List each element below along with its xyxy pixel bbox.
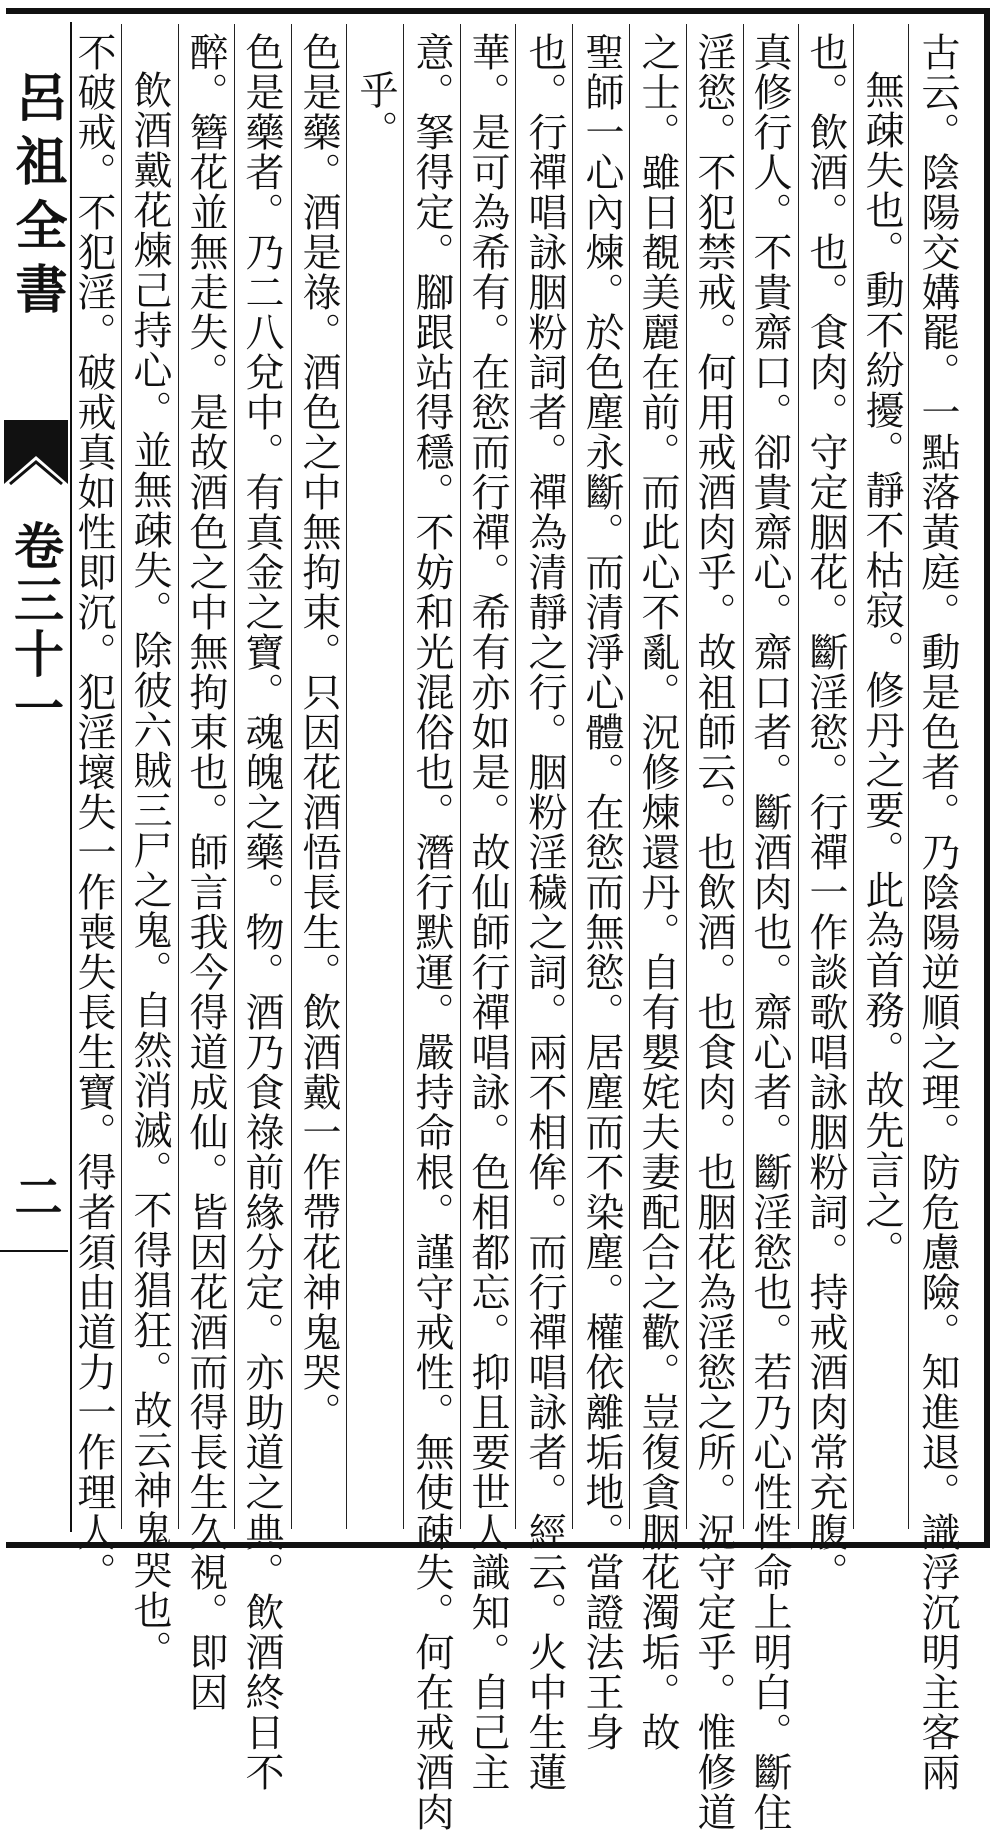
text-column: 淫慾。不犯禁戒。何用戒酒肉乎。故祖師云。也飲酒。也食肉。也胭花為淫慾之所。況守定乎。惟修道 — [691, 32, 736, 1832]
column-rule — [572, 24, 573, 1529]
text-column: 聖師一心內煉。於色塵永斷。而清淨心體。在慾而無慾。居塵而不染塵。權依離垢地。當證法王身 — [579, 32, 624, 1752]
column-rule — [346, 24, 347, 1529]
text-column: 之士。雖日覩美麗在前。而此心不亂。況修煉還丹。自有嬰姹夫妻配合之歡。豈復貪胭花濁垢。故 — [635, 32, 680, 1752]
column-rule — [629, 24, 630, 1529]
text-column: 色是藥。酒是祿。酒色之中無拘束。只因花酒悟長生。飲酒戴一作帶花神鬼哭。 — [296, 32, 341, 1432]
text-column: 不破戒。不犯淫。破戒真如性即沉。犯淫壞失一作喪失長生寶。得者須由道力一作理人。 — [71, 32, 116, 1592]
text-column: 醉。簪花並無走失。是故酒色之中無拘束也。師言我今得道成仙。皆因花酒而得長生久視。即因 — [183, 32, 228, 1712]
column-rule — [291, 24, 292, 1529]
column-rule — [178, 24, 179, 1529]
column-rule — [403, 24, 404, 1529]
column-rule — [743, 24, 744, 1529]
column-rule — [515, 24, 516, 1529]
text-column: 意。拏得定。腳跟站得穩。不妨和光混俗也。潛行默運。嚴持命根。謹守戒性。無使疎失。何在戒酒肉 — [409, 32, 454, 1832]
margin-rule — [0, 1250, 68, 1252]
volume-label: 卷三十一 — [6, 520, 65, 736]
column-rule — [121, 24, 122, 1529]
book-title: 呂祖全書 — [6, 70, 67, 326]
page-margin-strip — [0, 22, 68, 1532]
column-rule — [234, 24, 235, 1529]
text-column: 無疎失也。動不紛擾。靜不枯寂。修丹之要。此為首務。故先言之。 — [859, 70, 904, 1270]
column-rule — [908, 24, 909, 1529]
text-column: 也。飲酒。也。食肉。守定胭花。斷淫慾。行禪一作談歌唱詠胭粉詞。持戒酒肉常充腹。 — [803, 32, 848, 1592]
column-rule — [798, 24, 799, 1529]
text-column: 華。是可為希有。在慾而行禪。希有亦如是。故仙師行禪唱詠。色相都忘。抑且要世人識知。自己主 — [465, 32, 510, 1792]
column-rule — [460, 24, 461, 1529]
text-column: 乎。 — [353, 70, 398, 150]
text-column: 飲酒戴花煉己持心。並無疎失。除彼六賊三尸之鬼。自然消滅。不得猖狂。故云神鬼哭也。 — [127, 70, 172, 1670]
text-column: 真修行人。不貴齋口。卻貴齋心。齋口者。斷酒肉也。齋心者。斷淫慾也。若乃心性性命上明白。斷住 — [747, 32, 792, 1832]
column-rule — [853, 24, 854, 1529]
fishtail-mark-icon — [4, 420, 68, 484]
text-column: 色是藥者。乃二八兌中。有真金之寶。魂魄之藥。物。酒乃食祿前緣分定。亦助道之典。飲酒終日不 — [239, 32, 284, 1792]
text-column: 也。行禪唱詠胭粉詞者。禪為清靜之行。胭粉淫穢之詞。兩不相侔。而行禪唱詠者。經云。火中生蓮 — [522, 32, 567, 1792]
column-rule — [686, 24, 687, 1529]
folio-number: 二 — [6, 1172, 62, 1220]
text-column: 古云。陰陽交媾罷。一點落黃庭。動是色者。乃陰陽逆順之理。防危慮險。知進退。識浮沉明主客兩 — [915, 32, 960, 1792]
